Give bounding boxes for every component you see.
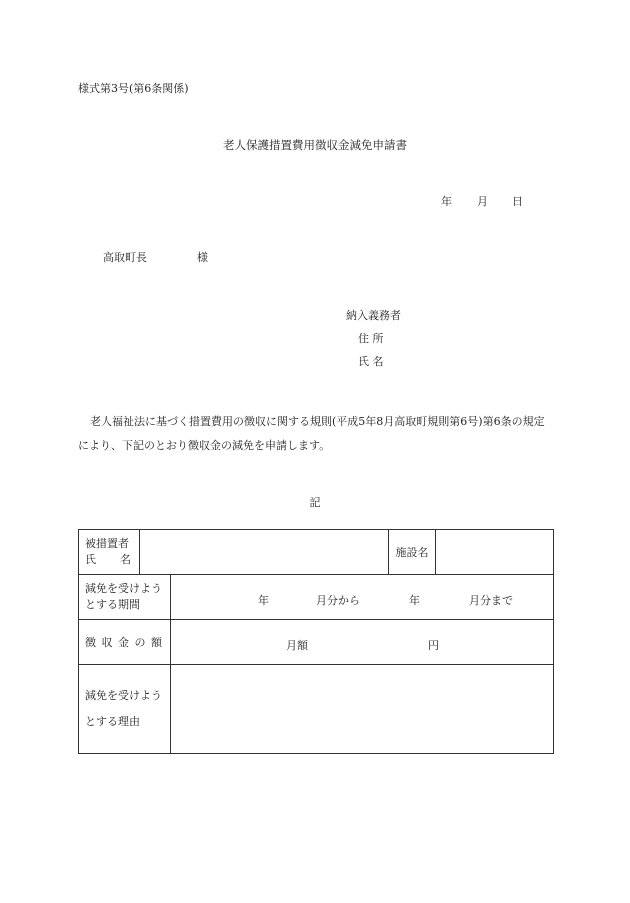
subject-name-field[interactable] xyxy=(140,530,389,575)
period-year1: 年 xyxy=(258,594,269,607)
document-title: 老人保護措置費用徴収金減免申請書 xyxy=(223,138,407,152)
monthly-label: 月額 xyxy=(286,639,308,652)
name-label: 氏 名 xyxy=(358,355,384,368)
period-label-line1: 減免を受けよう xyxy=(85,582,162,595)
amount-label-char: 徴 xyxy=(85,636,96,649)
period-until: 月分まで xyxy=(469,594,513,607)
amount-label-cell xyxy=(79,620,171,665)
application-table xyxy=(78,529,554,754)
subject-label-cell xyxy=(79,530,140,575)
period-label-cell xyxy=(79,575,171,620)
period-label-line2: とする期間 xyxy=(85,598,140,611)
facility-label: 施設名 xyxy=(389,530,436,575)
body-text: 老人福祉法に基づく措置費用の徴収に関する規則(平成5年8月高取町規則第6号)第6条の規定により、下記のとおり徴収金の減免を申請します。 xyxy=(78,415,545,452)
applicant-block xyxy=(346,304,401,373)
form-number: 様式第3号(第6条関係) xyxy=(78,82,189,95)
amount-label-char: 額 xyxy=(151,636,162,649)
subject-label-mei: 名 xyxy=(120,553,131,566)
date-day: 日 xyxy=(512,195,523,208)
amount-label-char: 金 xyxy=(118,636,129,649)
reason-label-cell xyxy=(79,665,171,754)
table-row-period xyxy=(79,575,554,620)
subject-label-shi: 氏 xyxy=(85,553,96,566)
amount-label-char: 収 xyxy=(101,636,113,649)
applicant-heading: 納入義務者 xyxy=(346,309,401,322)
addressee-name: 高取町長 xyxy=(103,251,147,264)
table-row-reason xyxy=(79,665,554,754)
amount-field[interactable] xyxy=(171,620,554,665)
reason-field[interactable] xyxy=(171,665,554,754)
period-year2: 年 xyxy=(409,594,420,607)
yen-label: 円 xyxy=(428,639,439,652)
reason-label-line2: とする理由 xyxy=(85,715,140,728)
table-row-subject xyxy=(79,530,554,575)
date-year: 年 xyxy=(441,195,452,208)
amount-label-char: の xyxy=(134,636,146,649)
ki-heading: 記 xyxy=(309,496,321,509)
period-from: 月分から xyxy=(316,594,360,607)
addressee-honorific: 様 xyxy=(197,251,208,264)
table-row-amount xyxy=(79,620,554,665)
address-label: 住 所 xyxy=(358,332,384,345)
date-month: 月 xyxy=(477,195,488,208)
facility-field[interactable] xyxy=(436,530,554,575)
reason-label-line1: 減免を受けよう xyxy=(85,689,162,702)
period-field[interactable] xyxy=(171,575,554,620)
subject-label-line1: 被措置者 xyxy=(85,537,129,550)
